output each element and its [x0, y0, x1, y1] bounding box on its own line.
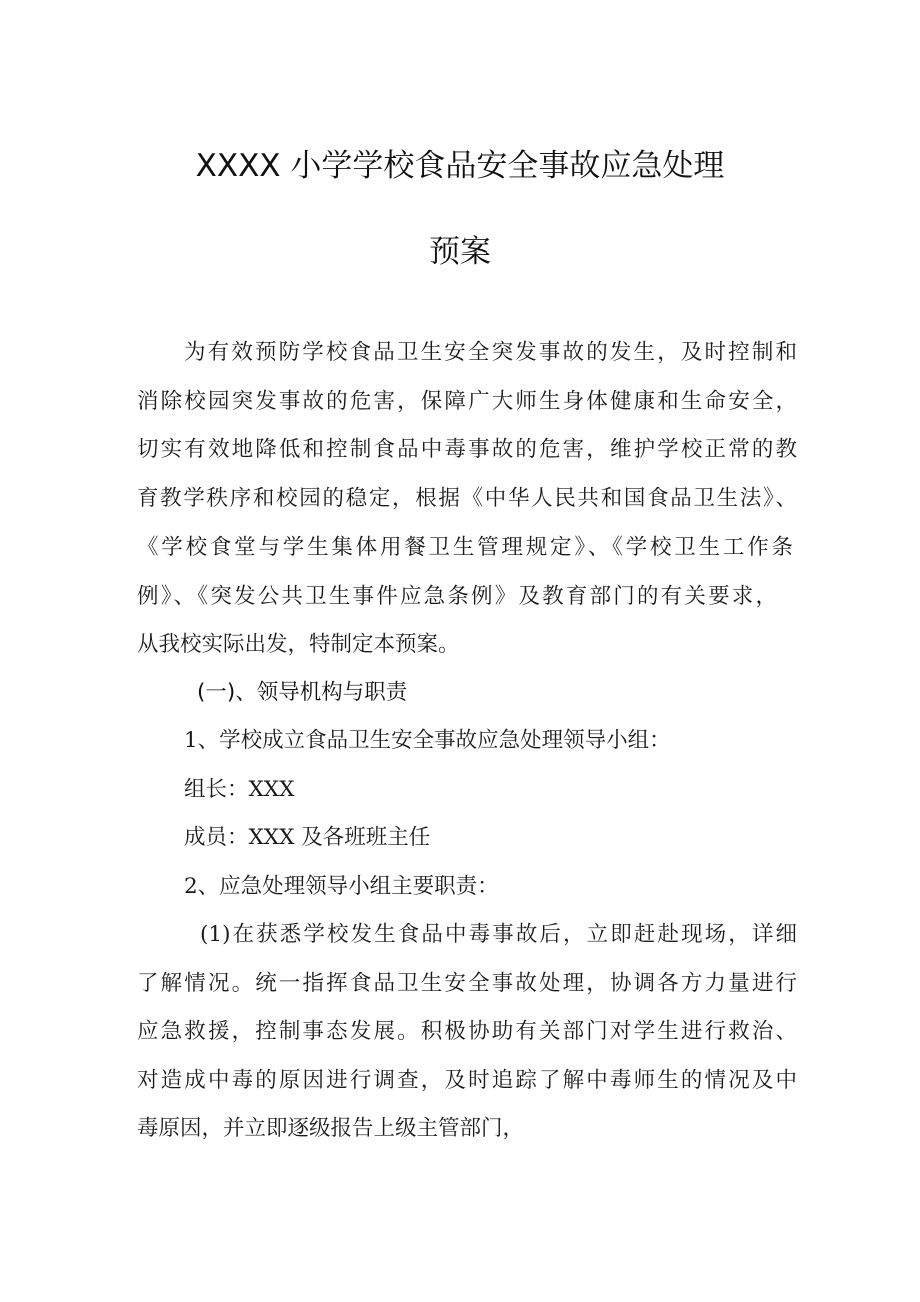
item-2: 2、应急处理领导小组主要职责： [184, 874, 499, 899]
intro-line-6: 例》、《突发公共卫生事件应急条例》及教育部门的有关要求， [137, 584, 777, 609]
duty-line-3: 应急救援，控制事态发展。积极协助有关部门对学生进行救治、 [137, 1019, 797, 1044]
members-line: 成员：XXX 及各班班主任 [184, 825, 431, 850]
intro-line-7: 从我校实际出发，特制定本预案。 [137, 632, 460, 657]
item-1: 1、学校成立食品卫生安全事故应急处理领导小组： [184, 728, 671, 753]
duty-line-1: (1)在获悉学校发生食品中毒事故后，立即赶赴现场，详细 [200, 922, 797, 947]
duty-line-5: 毒原因，并立即逐级报告上级主管部门， [137, 1116, 525, 1141]
section-heading: (一)、领导机构与职责 [197, 680, 408, 705]
intro-line-3: 切实有效地降低和控制食品中毒事故的危害，维护学校正常的教 [137, 437, 797, 462]
duty-line-2: 了解情况。统一指挥食品卫生安全事故处理，协调各方力量进行 [137, 971, 797, 996]
intro-line-2: 消除校园突发事故的危害，保障广大师生身体健康和生命安全， [137, 389, 797, 414]
document-title-line1: XXXX 小学学校食品安全事故应急处理 [195, 148, 725, 184]
intro-line-4: 育教学秩序和校园的稳定，根据《中华人民共和国食品卫生法》、 [137, 486, 797, 511]
intro-line-1: 为有效预防学校食品卫生安全突发事故的发生，及时控制和 [184, 340, 797, 365]
intro-line-5: 《学校食堂与学生集体用餐卫生管理规定》、《学校卫生工作条 [137, 535, 793, 560]
duty-line-4: 对造成中毒的原因进行调查，及时追踪了解中毒师生的情况及中 [137, 1068, 797, 1093]
document-title-line2: 预案 [429, 234, 491, 270]
leader-line: 组长：XXX [184, 777, 295, 802]
